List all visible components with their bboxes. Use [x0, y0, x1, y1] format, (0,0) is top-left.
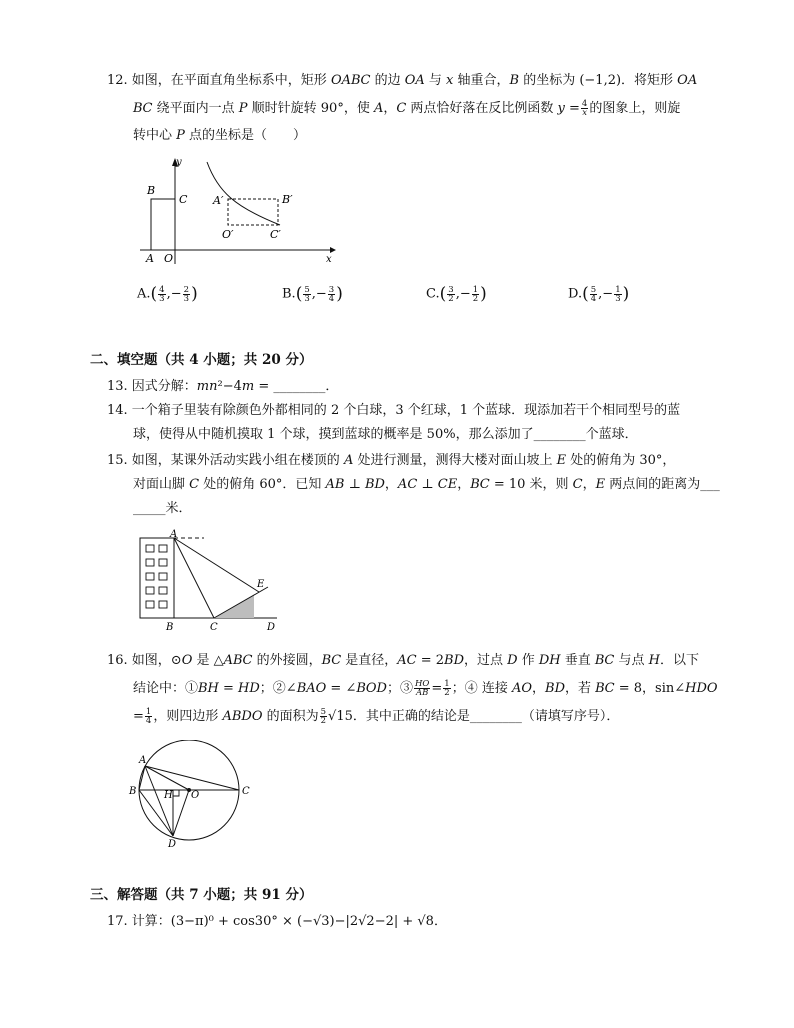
q16-line-3 — [133, 708, 619, 726]
q15-line-2: 对面山脚 𝐶 处的俯角 60°．已知 𝐴𝐵 ⊥ 𝐵𝐷，𝐴𝐶 ⊥ 𝐶𝐸，𝐵𝐶 = 10 米，则 𝐶，𝐸 两点间的距离为___ — [133, 477, 720, 492]
q16-frac2-den: 2 — [444, 688, 450, 698]
option-den: 4 — [328, 293, 335, 304]
q16-line-1: 16. 如图，⊙𝑂 是 △𝐴𝐵𝐶 的外接圆，𝐵𝐶 是直径，𝐴𝐶 = 2𝐵𝐷，过点 𝐷 作 𝐷𝐻 垂直 𝐵𝐶 与点 𝐻．以下 — [107, 653, 699, 668]
q12-frac-den: 𝑥 — [582, 108, 588, 118]
label-o-prime: O′ — [222, 228, 234, 241]
option-sign: − — [170, 286, 182, 302]
q17-line: 17. 计算：(3−π)⁰ + cos30° × (−√3)−|2√2−2| + √8． — [107, 914, 447, 929]
label-h: H — [164, 790, 173, 801]
section-heading-fill-blank: 二、填空题（共 4 小题；共 20 分） — [90, 352, 313, 368]
option-den: 3 — [183, 293, 190, 304]
q15-figure — [132, 528, 282, 636]
option-den: 2 — [448, 293, 454, 304]
q16-line-3-text: ，则四边形 𝐴𝐵𝐷𝑂 的面积为 — [153, 709, 319, 724]
option-letter: B. — [282, 286, 296, 302]
q12-line-3: 转中心 𝑃 点的坐标是（ ） — [133, 128, 307, 143]
q16-frac-den: 𝐴𝐵 — [415, 688, 429, 698]
q12-option-d[interactable]: D.( $\frac{5}{4}$ ,− $\frac{1}{3}$ ) — [568, 284, 630, 304]
label-c: C — [210, 622, 218, 632]
option-num: 1 — [472, 284, 479, 295]
label-c-prime: C′ — [270, 228, 281, 241]
line-ae — [174, 538, 259, 592]
q12-figure — [130, 152, 340, 274]
right-angle-mark — [173, 790, 179, 796]
label-b: B — [166, 622, 174, 632]
option-den: 4 — [590, 293, 597, 304]
q12-line-2 — [133, 100, 680, 118]
line-ao — [145, 766, 189, 790]
option-num: 1 — [615, 284, 621, 295]
label-d: D — [267, 622, 276, 632]
line-ab — [139, 766, 145, 790]
q15-line-3: _____米． — [133, 501, 192, 516]
q12-line-2-text: 𝐵𝐶 绕平面内一点 𝑃 顺时针旋转 90°，使 𝐴，𝐶 两点恰好落在反比例函数 𝑦 = — [133, 101, 580, 116]
option-num: 3 — [328, 284, 335, 295]
option-letter: C. — [426, 286, 440, 302]
q16-frac3-den: 4 — [145, 716, 152, 726]
q12-option-b[interactable]: B.( $\frac{5}{3}$ ,− $\frac{3}{4}$ ) — [282, 284, 343, 304]
q12-option-c[interactable]: C.( $\frac{3}{2}$ ,− $\frac{1}{2}$ ) — [426, 284, 487, 304]
q16-line-2-end: ；④ 连接 𝐴𝑂，𝐵𝐷，若 𝐵𝐶 = 8，sin∠𝐻𝐷𝑂 — [451, 681, 718, 696]
label-a: A — [139, 755, 147, 766]
label-o: O — [191, 790, 200, 801]
building — [140, 538, 174, 618]
q12-frac-num: 4 — [581, 99, 588, 109]
line-ac — [145, 766, 239, 790]
q14-line-2: 球，使得从中随机摸取 1 个球，摸到蓝球的概率是 50%，那么添加了________个蓝球． — [133, 427, 638, 442]
option-letter: D. — [568, 286, 583, 302]
building-windows — [146, 545, 167, 608]
line-do — [173, 790, 189, 836]
q12-line-1: 12. 如图，在平面直角坐标系中，矩形 𝑂𝐴𝐵𝐶 的边 𝑂𝐴 与 𝑥 轴重合，𝐵 的坐标为 (−1,2)．将矩形 𝑂𝐴 — [107, 73, 698, 88]
rectangle-oabc — [151, 199, 175, 250]
q15-line-1: 15. 如图，某课外活动实践小组在楼顶的 𝐴 处进行测量，测得大楼对面山坡上 𝐸 处的俯角为 30°， — [107, 453, 676, 468]
option-num: 4 — [159, 284, 165, 295]
label-c: C — [179, 193, 188, 206]
option-sign: − — [459, 286, 471, 302]
option-den: 3 — [159, 293, 165, 304]
label-b: B — [129, 786, 137, 797]
q16-frac4-num: 5 — [320, 707, 327, 717]
q12-fraction — [581, 100, 588, 117]
q16-line-3-end: √15．其中正确的结论是________（请填写序号）． — [328, 709, 620, 724]
option-letter: A. — [137, 286, 151, 302]
label-e: E — [257, 579, 265, 590]
q16-line-2-text: 结论中：①𝐵𝐻 = 𝐻𝐷；②∠𝐵𝐴𝑂 = ∠𝐵𝑂𝐷；③ — [133, 681, 413, 696]
label-o: O — [164, 252, 174, 265]
label-b-prime: B′ — [282, 193, 293, 206]
label-b: B — [147, 184, 156, 197]
q16-frac4-den: 2 — [320, 716, 327, 726]
q13-line: 13. 因式分解：𝑚𝑛²−4𝑚 = ________． — [107, 379, 339, 394]
q12-option-a[interactable]: A.( $\frac{4}{3}$ ,− $\frac{2}{3}$ ) — [137, 284, 198, 304]
option-num: 5 — [590, 284, 597, 295]
option-num: 2 — [183, 284, 190, 295]
q14-line-1: 14. 一个箱子里装有除颜色外都相同的 2 个白球，3 个红球，1 个蓝球．现添加若干个相同型号的蓝 — [107, 403, 681, 418]
option-den: 3 — [615, 293, 621, 304]
q12-line-2-end: 的图象上，则旋 — [589, 101, 681, 116]
q16-line-2 — [133, 680, 718, 698]
option-sign: − — [315, 286, 327, 302]
label-a-prime: A′ — [213, 194, 224, 207]
q16-line-3-equals: = — [133, 709, 144, 724]
q16-figure — [126, 740, 261, 854]
label-x: x — [326, 254, 332, 265]
option-sign: − — [602, 286, 614, 302]
option-den: 3 — [304, 293, 310, 304]
q16-equals: = — [431, 681, 443, 696]
label-a: A — [170, 529, 178, 540]
label-a: A — [146, 252, 154, 265]
option-num: 3 — [448, 284, 454, 295]
label-y: y — [176, 157, 182, 168]
option-den: 2 — [472, 293, 479, 304]
line-ac — [174, 538, 214, 618]
label-d: D — [168, 839, 177, 850]
q16-frac-num: 𝐻𝑂 — [414, 679, 430, 689]
option-num: 5 — [304, 284, 310, 295]
line-ad — [145, 766, 173, 836]
q16-frac2-num: 1 — [444, 679, 450, 689]
q16-frac3-num: 1 — [145, 707, 152, 717]
section-heading-solutions: 三、解答题（共 7 小题；共 91 分） — [90, 887, 313, 903]
x-axis-arrow-icon — [330, 247, 336, 253]
label-c: C — [242, 786, 250, 797]
